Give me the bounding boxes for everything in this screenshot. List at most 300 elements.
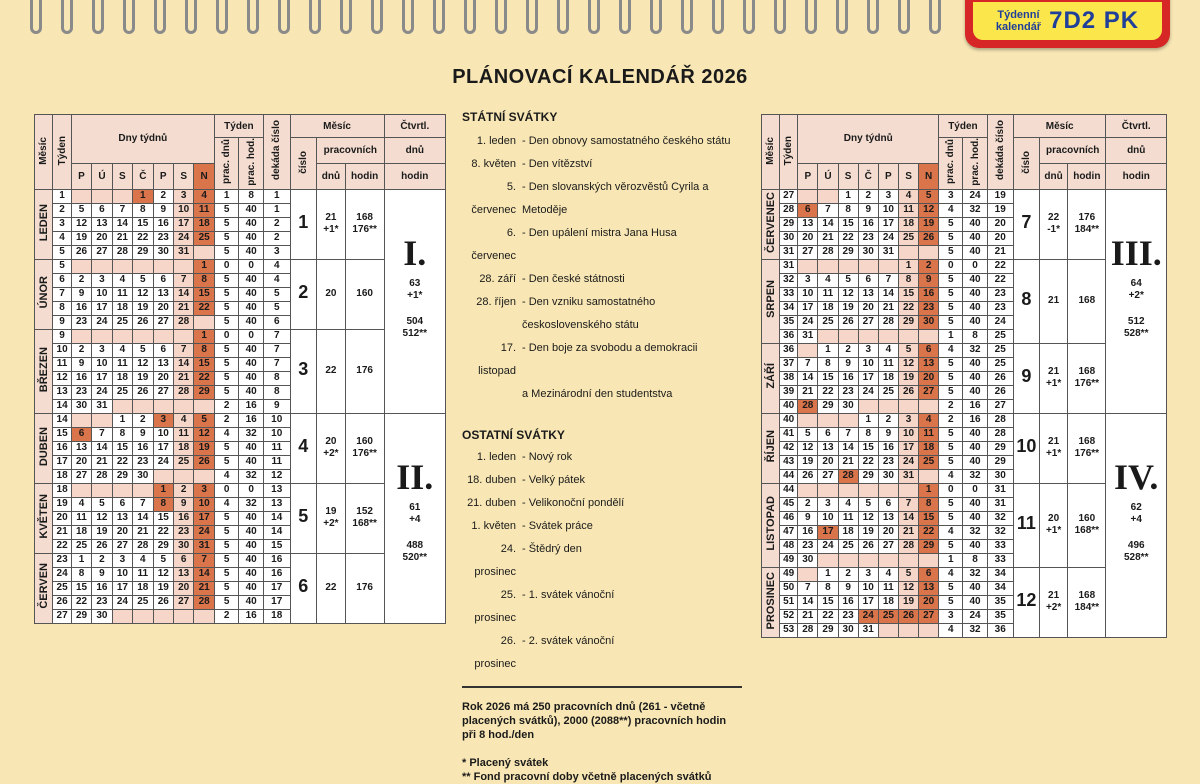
week-work-hours: 40 xyxy=(239,357,264,371)
month-work-hours-value: 168 176** xyxy=(352,212,377,236)
holiday-name: - 1. svátek vánoční xyxy=(522,589,615,601)
day-cell: 7 xyxy=(798,581,818,595)
day-cell: 26 xyxy=(153,595,173,609)
quarter-days: 61 +4 xyxy=(409,501,421,525)
table-row xyxy=(762,483,1167,497)
decade-number: 25 xyxy=(987,329,1013,343)
day-cell: 17 xyxy=(898,441,918,455)
day-cell: 26 xyxy=(798,469,818,483)
day-cell: 6 xyxy=(173,553,193,567)
header-number-label: číslo xyxy=(1020,150,1032,174)
header-month-days: dnů xyxy=(317,163,346,189)
week-work-hours: 40 xyxy=(963,287,987,301)
day-cell: 7 xyxy=(173,273,193,287)
spiral-ring xyxy=(216,0,228,34)
day-cell: 1 xyxy=(112,413,132,427)
week-work-days: 4 xyxy=(939,469,963,483)
month-name: ÚNOR xyxy=(37,276,50,309)
decade-number: 1 xyxy=(263,189,290,203)
day-cell: 3 xyxy=(92,273,112,287)
week-work-hours: 40 xyxy=(239,525,264,539)
day-cell xyxy=(898,245,918,259)
decade-number: 24 xyxy=(987,315,1013,329)
day-cell: 1 xyxy=(194,329,214,343)
day-cell xyxy=(919,245,939,259)
week-number: 46 xyxy=(780,511,798,525)
day-cell: 9 xyxy=(71,357,91,371)
header-day-7: N xyxy=(194,163,214,189)
table-row xyxy=(762,259,1167,273)
month-name-cell xyxy=(762,483,780,567)
decade-number: 13 xyxy=(263,483,290,497)
day-cell: 15 xyxy=(112,441,132,455)
week-number: 41 xyxy=(780,427,798,441)
month-number-value: 12 xyxy=(1016,590,1037,611)
week-work-days: 3 xyxy=(939,609,963,623)
holiday-date: 24. prosinec xyxy=(474,543,516,578)
month-work-days xyxy=(1039,483,1067,567)
week-work-hours: 40 xyxy=(239,511,264,525)
week-work-hours: 40 xyxy=(239,385,264,399)
day-cell: 28 xyxy=(173,315,193,329)
spiral-ring xyxy=(898,0,910,34)
day-cell xyxy=(112,329,132,343)
day-cell xyxy=(112,609,132,623)
week-work-hours: 40 xyxy=(963,539,987,553)
header-month-label: Měsíc xyxy=(765,136,777,165)
day-cell: 1 xyxy=(194,259,214,273)
day-cell: 7 xyxy=(818,203,838,217)
day-cell: 10 xyxy=(194,497,214,511)
week-number: 36 xyxy=(780,343,798,357)
week-number: 37 xyxy=(780,357,798,371)
month-work-hours-value: 176 xyxy=(356,365,373,377)
month-number-value: 2 xyxy=(298,282,309,303)
week-number: 51 xyxy=(780,595,798,609)
week-work-days: 5 xyxy=(939,427,963,441)
day-cell: 9 xyxy=(92,567,112,581)
day-cell: 9 xyxy=(173,497,193,511)
holiday-date: 18. duben xyxy=(467,474,516,486)
week-number: 4 xyxy=(53,231,71,245)
day-cell: 13 xyxy=(92,217,112,231)
day-cell: 24 xyxy=(818,539,838,553)
header-month-days: dnů xyxy=(1039,163,1067,189)
month-name: ČERVENEC xyxy=(764,191,777,253)
day-cell: 11 xyxy=(878,357,898,371)
day-cell: 17 xyxy=(112,581,132,595)
day-cell xyxy=(919,623,939,637)
day-cell: 27 xyxy=(798,245,818,259)
header-row xyxy=(35,115,446,138)
day-cell: 28 xyxy=(798,623,818,637)
day-cell: 14 xyxy=(898,511,918,525)
week-work-hours: 40 xyxy=(963,371,987,385)
month-number xyxy=(1013,483,1039,567)
day-cell xyxy=(173,399,193,413)
month-number xyxy=(1013,567,1039,637)
week-work-days: 5 xyxy=(214,343,239,357)
spiral-ring xyxy=(278,0,290,34)
day-cell: 15 xyxy=(858,441,878,455)
day-cell: 20 xyxy=(858,301,878,315)
day-cell: 4 xyxy=(818,273,838,287)
day-cell: 28 xyxy=(173,385,193,399)
month-work-days-value: 19 +2* xyxy=(323,506,339,530)
day-cell: 31 xyxy=(898,469,918,483)
day-cell: 28 xyxy=(818,245,838,259)
day-cell: 24 xyxy=(194,525,214,539)
day-cell: 1 xyxy=(71,553,91,567)
day-cell: 26 xyxy=(71,245,91,259)
spiral-ring xyxy=(774,0,786,34)
day-cell: 25 xyxy=(919,455,939,469)
day-cell: 5 xyxy=(133,273,153,287)
day-cell: 15 xyxy=(133,217,153,231)
header-work-days xyxy=(214,138,239,190)
day-cell: 13 xyxy=(112,511,132,525)
day-cell: 10 xyxy=(858,357,878,371)
decade-number: 14 xyxy=(263,525,290,539)
day-cell: 18 xyxy=(878,595,898,609)
day-cell: 6 xyxy=(878,497,898,511)
week-work-days: 4 xyxy=(214,469,239,483)
week-work-days: 5 xyxy=(214,441,239,455)
day-cell: 26 xyxy=(838,315,858,329)
day-cell: 20 xyxy=(878,525,898,539)
week-work-hours: 40 xyxy=(239,217,264,231)
day-cell xyxy=(919,553,939,567)
header-month xyxy=(762,115,780,190)
day-cell: 25 xyxy=(838,539,858,553)
header-day-3: S xyxy=(112,163,132,189)
other-holidays-heading: OSTATNÍ SVÁTKY xyxy=(462,428,565,442)
week-work-days: 5 xyxy=(214,231,239,245)
week-number: 24 xyxy=(53,567,71,581)
day-cell: 23 xyxy=(153,231,173,245)
quarter-roman: I. xyxy=(403,232,427,273)
day-cell: 2 xyxy=(798,497,818,511)
day-cell: 6 xyxy=(858,273,878,287)
decade-number: 27 xyxy=(987,399,1013,413)
month-work-hours xyxy=(345,553,384,623)
month-number xyxy=(1013,189,1039,259)
day-cell: 25 xyxy=(133,595,153,609)
day-cell: 19 xyxy=(858,525,878,539)
week-number: 39 xyxy=(780,385,798,399)
day-cell: 4 xyxy=(133,553,153,567)
day-cell: 24 xyxy=(112,595,132,609)
day-cell: 11 xyxy=(194,203,214,217)
day-cell: 3 xyxy=(194,483,214,497)
week-number: 8 xyxy=(53,301,71,315)
decade-number: 15 xyxy=(263,539,290,553)
week-work-days: 5 xyxy=(939,595,963,609)
holiday-row xyxy=(462,584,742,630)
header-month-group: Měsíc xyxy=(1013,115,1106,138)
day-cell: 2 xyxy=(71,343,91,357)
day-cell xyxy=(153,259,173,273)
day-cell xyxy=(838,259,858,273)
spiral-ring xyxy=(247,0,259,34)
week-work-hours: 16 xyxy=(963,413,987,427)
day-cell: 25 xyxy=(173,455,193,469)
header-decade xyxy=(987,115,1013,190)
spiral-ring xyxy=(61,0,73,34)
badge-line1: Týdenní xyxy=(997,9,1040,21)
day-cell: 11 xyxy=(818,287,838,301)
month-work-days-value: 21 +2* xyxy=(1045,590,1062,614)
day-cell xyxy=(133,399,153,413)
week-number: 22 xyxy=(53,539,71,553)
day-cell: 9 xyxy=(798,511,818,525)
week-work-hours: 32 xyxy=(239,427,264,441)
day-cell: 5 xyxy=(153,553,173,567)
week-work-days: 5 xyxy=(939,511,963,525)
holiday-name: - Den vzniku samostatného československého státu xyxy=(522,296,656,331)
week-work-hours: 32 xyxy=(963,525,987,539)
week-work-days: 5 xyxy=(214,581,239,595)
day-cell: 4 xyxy=(878,343,898,357)
month-number xyxy=(290,189,317,259)
day-cell: 30 xyxy=(153,245,173,259)
week-number: 26 xyxy=(53,595,71,609)
day-cell: 4 xyxy=(71,497,91,511)
day-cell: 3 xyxy=(153,413,173,427)
day-cell: 13 xyxy=(153,287,173,301)
month-number xyxy=(1013,413,1039,483)
day-cell: 12 xyxy=(153,567,173,581)
day-cell xyxy=(194,609,214,623)
holiday-name: - Den vítězství xyxy=(522,158,593,170)
day-cell xyxy=(858,483,878,497)
day-cell: 14 xyxy=(798,595,818,609)
month-name-cell xyxy=(35,329,53,413)
day-cell: 11 xyxy=(838,511,858,525)
day-cell: 7 xyxy=(194,553,214,567)
header-decade-label: dekáda číslo xyxy=(271,120,283,181)
day-cell: 20 xyxy=(818,455,838,469)
day-cell xyxy=(71,413,91,427)
day-cell: 16 xyxy=(133,441,153,455)
table-row xyxy=(762,413,1167,427)
day-cell: 18 xyxy=(112,301,132,315)
week-work-days: 5 xyxy=(939,217,963,231)
header-day-4: Č xyxy=(858,163,878,189)
day-cell: 26 xyxy=(919,231,939,245)
month-work-hours xyxy=(1068,413,1106,483)
week-work-hours: 0 xyxy=(963,259,987,273)
day-cell: 13 xyxy=(818,441,838,455)
day-cell xyxy=(818,553,838,567)
day-cell: 17 xyxy=(153,441,173,455)
day-cell xyxy=(71,483,91,497)
decade-number: 17 xyxy=(263,595,290,609)
day-cell: 16 xyxy=(92,581,112,595)
header-quarter: Čtvrtl. xyxy=(1106,115,1167,138)
day-cell: 15 xyxy=(194,357,214,371)
header-day-7: N xyxy=(919,163,939,189)
day-cell: 2 xyxy=(71,273,91,287)
header-quarter-days: dnů xyxy=(1106,138,1167,164)
day-cell: 3 xyxy=(112,553,132,567)
day-cell: 22 xyxy=(838,231,858,245)
week-work-hours: 0 xyxy=(239,483,264,497)
day-cell: 15 xyxy=(71,581,91,595)
month-work-days xyxy=(1039,343,1067,413)
holiday-date: 1. květen xyxy=(471,520,516,532)
day-cell xyxy=(133,483,153,497)
day-cell: 30 xyxy=(173,539,193,553)
week-work-hours: 0 xyxy=(239,329,264,343)
week-work-days: 5 xyxy=(214,245,239,259)
year-summary-note: Rok 2026 má 250 pracovních dnů (261 - včetně placených svátků), 2000 (2088**) pracovních hodin při 8 hod./den xyxy=(462,701,727,741)
day-cell: 2 xyxy=(919,259,939,273)
week-work-days: 5 xyxy=(214,385,239,399)
day-cell: 3 xyxy=(818,497,838,511)
day-cell: 10 xyxy=(858,581,878,595)
decade-number: 7 xyxy=(263,357,290,371)
week-number: 34 xyxy=(780,301,798,315)
day-cell: 2 xyxy=(173,483,193,497)
month-name-cell xyxy=(35,189,53,259)
week-work-hours: 40 xyxy=(963,301,987,315)
day-cell xyxy=(838,329,858,343)
day-cell xyxy=(878,329,898,343)
week-work-hours: 16 xyxy=(239,609,264,623)
week-work-hours: 8 xyxy=(963,553,987,567)
day-cell: 11 xyxy=(133,567,153,581)
decade-number: 26 xyxy=(987,385,1013,399)
day-cell xyxy=(153,399,173,413)
day-cell: 2 xyxy=(838,343,858,357)
day-cell xyxy=(798,343,818,357)
day-cell xyxy=(838,553,858,567)
day-cell: 29 xyxy=(838,245,858,259)
day-cell: 18 xyxy=(878,371,898,385)
day-cell: 10 xyxy=(898,427,918,441)
week-number: 27 xyxy=(53,609,71,623)
quarter-hours: 512 528** xyxy=(1124,315,1149,339)
day-cell: 15 xyxy=(194,287,214,301)
day-cell: 20 xyxy=(919,595,939,609)
day-cell xyxy=(798,413,818,427)
header-decade-label: dekáda číslo xyxy=(994,120,1006,181)
decade-number: 20 xyxy=(987,217,1013,231)
day-cell: 9 xyxy=(919,273,939,287)
month-name: BŘEZEN xyxy=(37,346,50,392)
day-cell: 8 xyxy=(112,427,132,441)
day-cell: 19 xyxy=(898,595,918,609)
header-number xyxy=(1013,138,1039,190)
day-cell: 13 xyxy=(173,567,193,581)
week-work-days: 5 xyxy=(939,441,963,455)
spiral-ring xyxy=(712,0,724,34)
header-days: Dny týdnů xyxy=(71,115,214,164)
week-work-hours: 40 xyxy=(239,441,264,455)
month-work-hours xyxy=(345,413,384,483)
day-cell: 3 xyxy=(798,273,818,287)
day-cell: 13 xyxy=(153,357,173,371)
day-cell: 20 xyxy=(919,371,939,385)
day-cell: 23 xyxy=(798,539,818,553)
day-cell xyxy=(798,189,818,203)
day-cell: 20 xyxy=(173,581,193,595)
day-cell: 3 xyxy=(898,413,918,427)
day-cell: 12 xyxy=(133,287,153,301)
day-cell: 27 xyxy=(71,469,91,483)
day-cell: 1 xyxy=(818,343,838,357)
week-number: 44 xyxy=(780,469,798,483)
month-work-days-value: 20 xyxy=(325,288,337,300)
week-work-days: 4 xyxy=(939,203,963,217)
day-cell: 17 xyxy=(878,217,898,231)
day-cell: 27 xyxy=(153,385,173,399)
day-cell: 18 xyxy=(133,581,153,595)
week-number: 49 xyxy=(780,567,798,581)
day-cell: 12 xyxy=(71,217,91,231)
week-work-hours: 40 xyxy=(963,245,987,259)
day-cell xyxy=(133,259,153,273)
decade-number: 34 xyxy=(987,567,1013,581)
decade-number: 4 xyxy=(263,273,290,287)
day-cell: 31 xyxy=(798,329,818,343)
decade-number: 35 xyxy=(987,595,1013,609)
day-cell: 15 xyxy=(818,371,838,385)
header-work-hours xyxy=(963,138,987,190)
week-number: 15 xyxy=(53,427,71,441)
day-cell xyxy=(919,329,939,343)
week-number: 18 xyxy=(53,469,71,483)
week-work-hours: 40 xyxy=(963,357,987,371)
week-work-days: 5 xyxy=(939,581,963,595)
week-work-hours: 8 xyxy=(239,189,264,203)
week-work-hours: 40 xyxy=(963,595,987,609)
day-cell: 23 xyxy=(71,385,91,399)
month-name-cell xyxy=(35,483,53,553)
week-work-days: 5 xyxy=(939,231,963,245)
day-cell: 20 xyxy=(71,455,91,469)
day-cell: 16 xyxy=(798,525,818,539)
week-number: 12 xyxy=(53,371,71,385)
day-cell xyxy=(818,259,838,273)
holiday-name: - Svátek práce xyxy=(522,520,593,532)
month-work-days-value: 22 xyxy=(325,365,337,377)
header-working: pracovních xyxy=(1039,138,1105,164)
week-work-hours: 0 xyxy=(963,483,987,497)
day-cell: 15 xyxy=(818,595,838,609)
day-cell xyxy=(92,329,112,343)
holiday-name: - Den slovanských věrozvěstů Cyrila a Metoděje xyxy=(522,181,709,216)
month-work-hours-value: 160 176** xyxy=(352,436,377,460)
decade-number: 30 xyxy=(987,469,1013,483)
day-cell xyxy=(919,399,939,413)
holiday-date: 28. září xyxy=(479,273,516,285)
day-cell: 11 xyxy=(173,427,193,441)
day-cell: 25 xyxy=(878,609,898,623)
day-cell xyxy=(92,483,112,497)
month-number xyxy=(290,553,317,623)
week-work-days: 2 xyxy=(214,609,239,623)
day-cell: 2 xyxy=(858,189,878,203)
spiral-ring xyxy=(340,0,352,34)
day-cell: 14 xyxy=(133,511,153,525)
month-work-days xyxy=(317,259,346,329)
day-cell: 27 xyxy=(112,539,132,553)
week-work-days: 5 xyxy=(214,595,239,609)
day-cell xyxy=(112,259,132,273)
day-cell xyxy=(92,259,112,273)
